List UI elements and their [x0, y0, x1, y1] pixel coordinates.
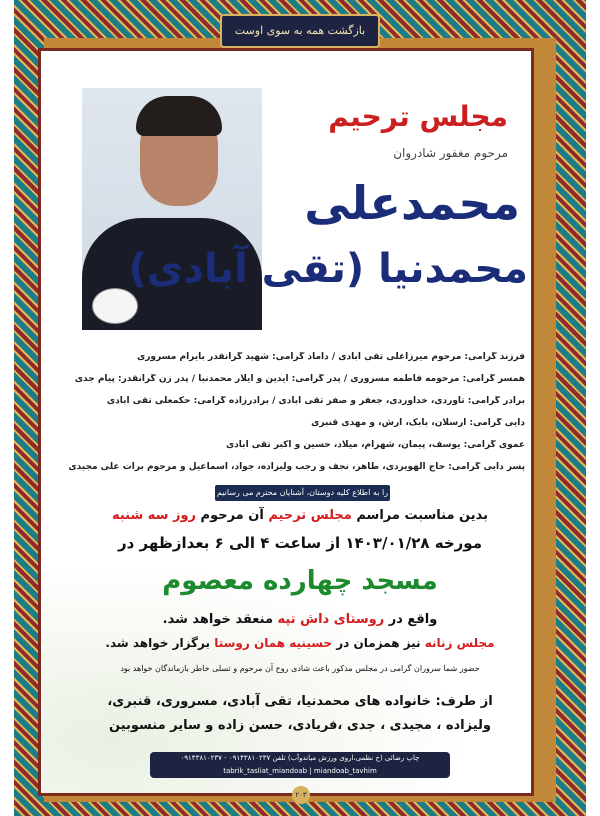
top-banner: بازگشت همه به سوی اوست [220, 14, 380, 48]
relatives-line: دایی گرامی: ارسلان، بابک، آرش، و مهدی قنبری [311, 418, 525, 428]
photo-hair [136, 96, 222, 136]
right-white-stripe [586, 0, 600, 816]
relatives-line: پسر دایی گرامی: حاج الهویردی، طاهر، نجف و رجب ولیزاده، جواد، اسماعیل و مرحوم برات علی مجیدی [68, 462, 525, 472]
gratitude-line: حضور شما سروران گرامی در مجلس مذکور باعث شادی روح آن مرحوم و تسلی خاطر بازماندگان خواهد بود [120, 664, 480, 673]
photo-watermark-logo [92, 288, 138, 324]
text-span: نیز همزمان در [336, 636, 421, 650]
event-line-1 [80, 508, 520, 523]
name-last: محمدنیا (تقی آبادی) [128, 246, 528, 292]
relatives-line: عموی گرامی: یوسف، پیمان، شهرام، میلاد، حسین و اکبر تقی آبادی [225, 440, 525, 450]
name-first: محمدعلی [304, 176, 520, 230]
relatives-line: برادر گرامی: تاوردی، خداوردی، جعفر و صفر تقی آبادی / برادرزاده گرامی: حکمعلی تقی آبادی [106, 396, 525, 406]
left-white-stripe [0, 0, 14, 816]
from-line-1: از طرف: خانواده های محمدنیا، تقی آبادی، مسروری، قنبری، [107, 694, 493, 709]
location-line [80, 612, 520, 627]
women-line [80, 636, 520, 650]
text-span: مجلس ترحیم [268, 508, 352, 523]
text-span: حسینیه همان روستا [214, 636, 333, 650]
mosque-name: مسجد چهارده معصوم [162, 566, 438, 596]
text-span: روز سه شنبه [111, 508, 197, 523]
relatives-line: فرزند گرامی: مرحوم میرزاعلی تقی آبادی / داماد گرامی: شهید گرانقدر بایرام مسروری [137, 352, 525, 362]
text-span: برگزار خواهد شد. [105, 636, 211, 650]
text-span: منعقد خواهد شد. [162, 612, 273, 627]
subtitle: مرحوم مغفور شادروان [393, 146, 508, 160]
text-span: آن مرحوم [200, 508, 264, 523]
text-span: بدین مناسبت مراسم [356, 508, 489, 523]
event-date-line: مورخه ۱۴۰۳/۰۱/۲۸ از ساعت ۴ الی ۶ بعدازظهر در [117, 534, 483, 552]
text-span: روستای داش تپه [277, 612, 385, 627]
page-title: مجلس ترحیم [328, 100, 508, 133]
page-number: ۲۰۳ [292, 786, 310, 804]
from-line-2: ولیزاده ، مجیدی ، جدی ،فریادی، حسن زاده و سایر منسوبین [109, 718, 491, 733]
text-span: مجلس زنانه [424, 636, 495, 650]
print-footer [150, 752, 450, 778]
notice-bar: را به اطلاع کلیه دوستان، آشنایان محترم می رسانیم [215, 485, 390, 501]
deceased-photo [82, 88, 262, 330]
relatives-line: همسر گرامی: مرحومه فاطمه مسروری / پدر گرامی: آیدین و آیلار محمدنیا / پدر زن گرانقدر: پیام جدی [74, 374, 525, 384]
footer-socials: tabrik_tasliat_miandoab | miandoab_tavhim [223, 767, 377, 775]
footer-contact: چاپ رضائی (خ نظمی،اروی ورزش میاندوآب) تلفن ۰۹۱۴۳۸۱۰۲۳۷ - ۰۹۱۴۳۸۱۰۲۳۷ [180, 754, 420, 762]
text-span: واقع در [388, 612, 438, 627]
